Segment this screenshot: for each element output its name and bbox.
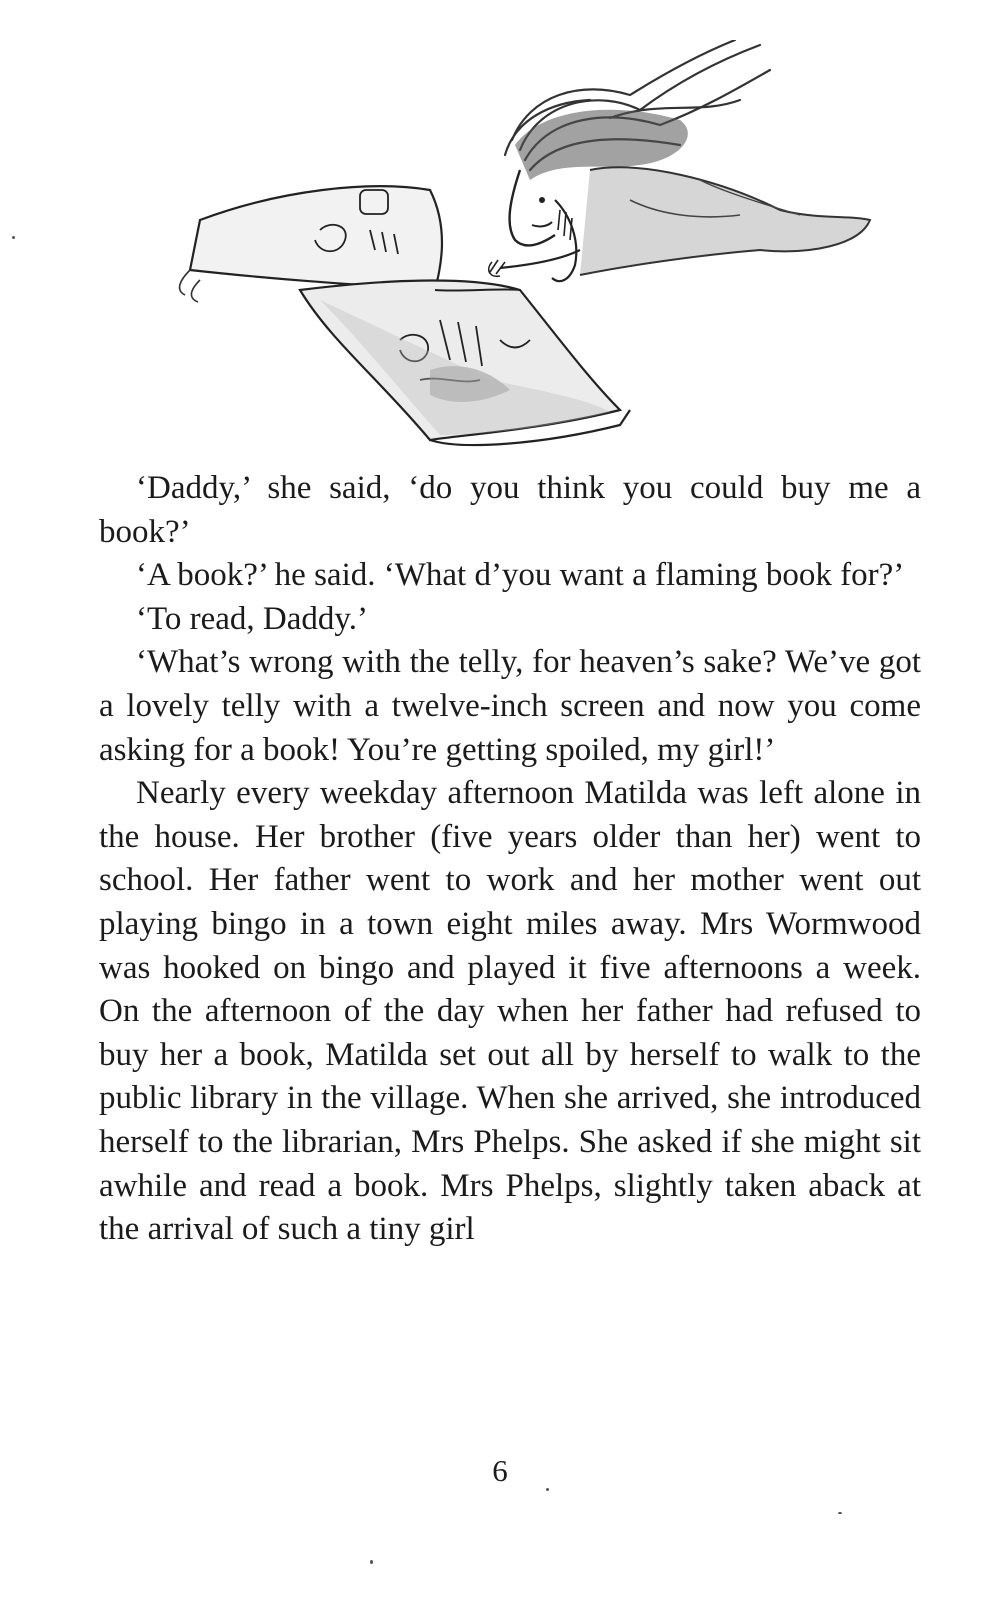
story-text [99,467,921,1252]
paragraph: ‘A book?’ he said. ‘What d’you want a flaming book for?’ [136,557,905,594]
paragraph: ‘To read, Daddy.’ [136,600,368,637]
paragraph: ‘What’s wrong with the telly, for heaven’s sake? We’ve got a lovely telly with a twelve-inch screen and now you come asking for a book! You’re getting spoiled, my girl!’ [99,644,921,768]
girl-reading-book-icon [160,40,880,460]
paper-speck [838,1512,842,1514]
paper-speck [370,1560,373,1564]
paragraph: ‘Daddy,’ she said, ‘do you think you could buy me a book?’ [99,470,921,550]
page-number: 6 [492,1453,508,1488]
paper-speck [546,1488,549,1491]
paragraph: Nearly every weekday afternoon Matilda was left alone in the house. Her brother (five years older than her) went to school. Her father went to work and her mother went out playing bingo in a town eight miles away. Mrs Wormwood was hooked on bingo and played it five afternoons a week. On the afternoon of the day when her father had refused to buy her a book, Matilda set out all by herself to walk to the public library in the village. When she arrived, she introduced herself to the librarian, Mrs Phelps. She asked if she might sit awhile and read a book. Mrs Phelps, slightly taken aback at the arrival of such a tiny girl [99,775,921,1248]
paper-speck [12,236,15,239]
